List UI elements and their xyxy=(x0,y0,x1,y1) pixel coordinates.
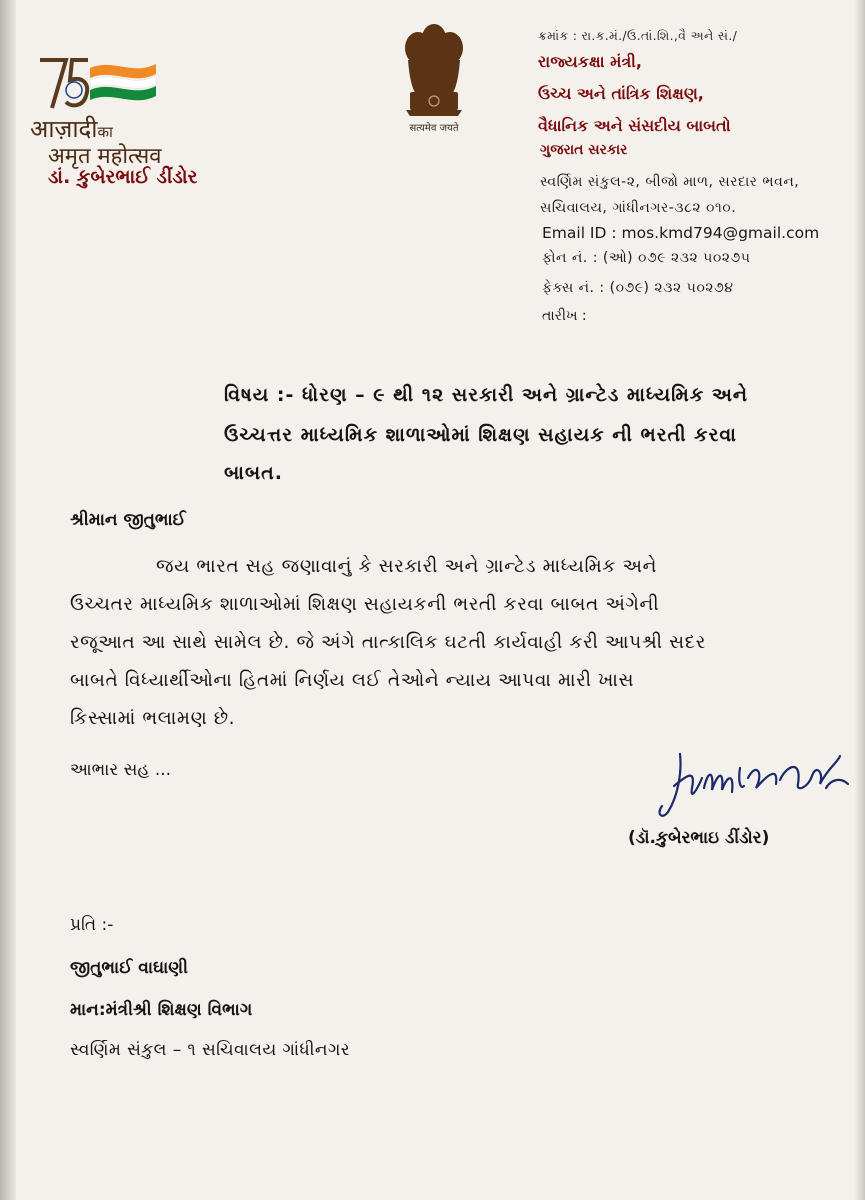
signature-icon xyxy=(652,748,862,828)
office-line-2: ઉચ્ચ અને તાંત્રિક શિક્ષણ, xyxy=(538,84,704,103)
sender-name: ડાં. કુબેરભાઈ ડીંડોર xyxy=(48,166,198,188)
closing: આભાર સહ ... xyxy=(70,760,172,780)
ashoka-emblem-icon xyxy=(392,16,476,140)
recipient-name: જીતુભાઈ વાઘાણી xyxy=(70,958,188,978)
body-line: બાબતે વિધ્યાર્થીઓના હિતમાં નિર્ણય લઈ તેઓને ન્યાય આપવા મારી ખાસ xyxy=(70,670,635,691)
page-edge-right xyxy=(855,0,865,1200)
body-line: કિસ્સામાં ભલામણ છે. xyxy=(70,708,236,729)
body-line: જય ભારત સહ જણાવાનું કે સરકારી અને ગ્રાન્ટેડ માધ્યમિક અને xyxy=(156,556,657,577)
recipient-designation: માન:મંત્રીશ્રી શિક્ષણ વિભાગ xyxy=(70,1000,253,1020)
salutation: શ્રીમાન જીતુભાઈ xyxy=(70,510,186,530)
letter-body xyxy=(70,548,810,738)
subject-line-3: બાબત. xyxy=(224,462,283,484)
subject-block xyxy=(224,376,834,492)
office-line-1: રાજ્યકક્ષા મંત્રી, xyxy=(538,52,642,71)
date-line: તારીખ : xyxy=(542,308,587,324)
body-line: ઉચ્ચતર માધ્યમિક શાળાઓમાં શિક્ષણ સહાયકની ભરતી કરવા બાબત અંગેની xyxy=(70,594,660,615)
body-line: રજૂઆત આ સાથે સામેલ છે. જે અંગે તાત્કાલિક ઘટતી કાર્યવાહી કરી આપશ્રી સદર xyxy=(70,632,706,653)
address-line-2: સચિવાલય, ગાંધીનગર-૩૮૨ ૦૧૦. xyxy=(540,200,737,216)
subject-line-2: ઉચ્ચત્તર માધ્યમિક શાળાઓમાં શિક્ષણ સહાયક ની ભરતી કરવા xyxy=(224,424,737,446)
page-edge-left xyxy=(0,0,16,1200)
to-label: પ્રતિ :- xyxy=(70,915,114,935)
reference-number: ક્રમાંક : રા.ક.મં./ઉ.તાં.શિ.,વૈ અને સં./ xyxy=(538,28,738,43)
office-line-3: વૈધાનિક અને સંસદીય બાબતો xyxy=(538,116,731,135)
subject-line-1: વિષય :- ધોરણ – ૯ થી ૧૨ સરકારી અને ગ્રાન્ટેડ માધ્યમિક અને xyxy=(224,384,749,406)
address-line-1: સ્વર્ણિમ સંકુલ-૨, બીજો માળ, સરદાર ભવન, xyxy=(540,174,800,190)
logo-text-line2: अमृत महोत्सव xyxy=(48,144,162,169)
azadi-75-logo-icon xyxy=(28,50,178,169)
logo-text-line1: आज़ादीका xyxy=(30,115,113,143)
emblem-motto: सत्यमेव जयते xyxy=(409,123,459,134)
office-line-4: ગુજરાત સરકાર xyxy=(540,142,628,158)
email-line: Email ID : mos.kmd794@gmail.com xyxy=(542,224,820,242)
signatory-name: (ડૉ.કુબેરભાઇ ડીંડોર) xyxy=(628,828,770,848)
fax-line: ફેક્સ નં. : (૦૭૯) ૨૩૨ ૫૦૨૭૪ xyxy=(542,280,734,296)
phone-line: ફોન નં. : (ઓ) ૦૭૯ ૨૩૨ ૫૦૨૭૫ xyxy=(542,250,751,266)
recipient-address: સ્વર્ણિમ સંકુલ – ૧ સચિવાલય ગાંધીનગર xyxy=(70,1040,350,1060)
